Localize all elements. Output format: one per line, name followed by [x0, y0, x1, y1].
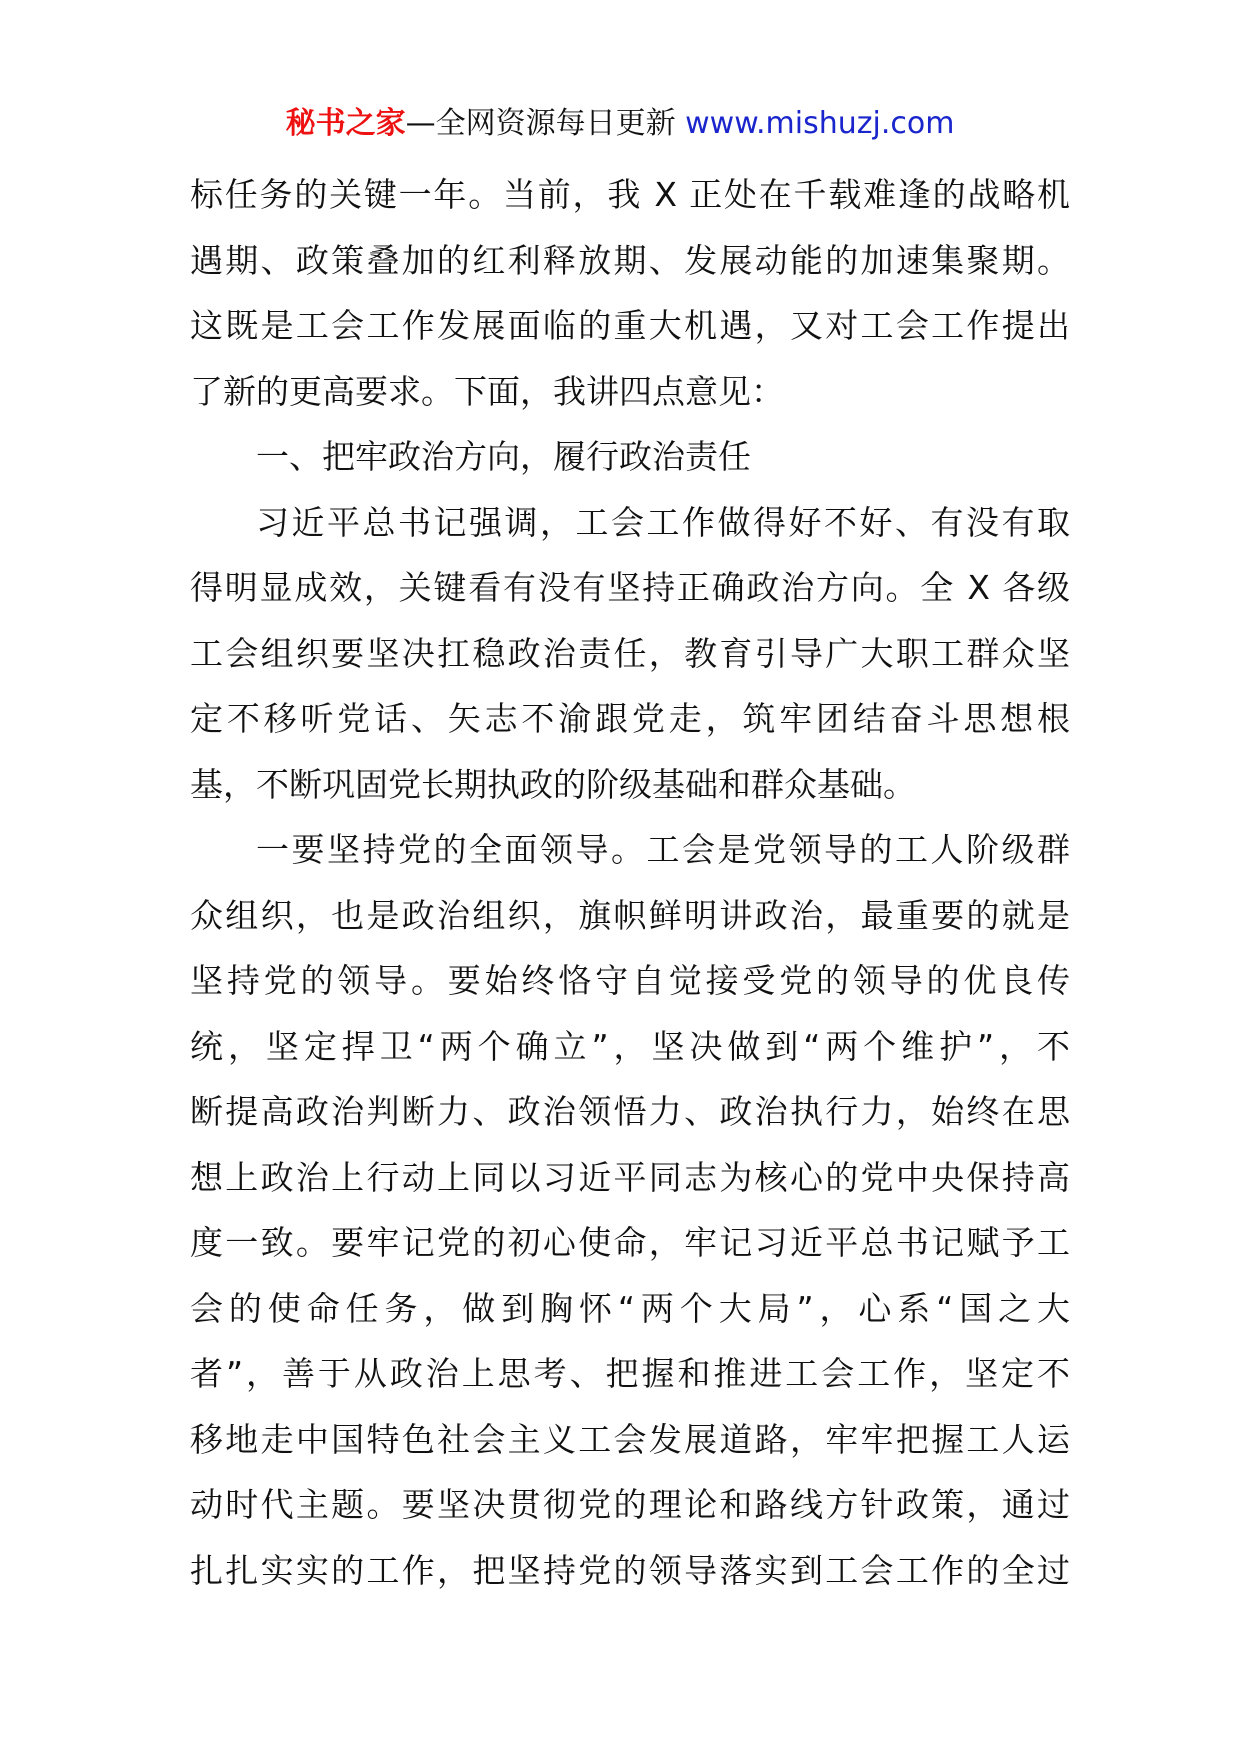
body-line: 扎扎实实的工作，把坚持党的领导落实到工会工作的全过	[190, 1550, 1070, 1590]
section-heading: 一、把牢政治方向，履行政治责任	[256, 437, 751, 476]
header-url[interactable]: www.mishuzj.com	[685, 106, 955, 141]
body-line: 基，不断巩固党长期执政的阶级基础和群众基础。	[190, 764, 916, 804]
body-line: 习近平总书记强调，工会工作做得好不好、有没有取	[256, 502, 1070, 542]
body-line: 遇期、政策叠加的红利释放期、发展动能的加速集聚期。	[190, 240, 1070, 280]
body-line: 度一致。要牢记党的初心使命，牢记习近平总书记赋予工	[190, 1223, 1070, 1262]
body-line: 坚持党的领导。要始终恪守自觉接受党的领导的优良传	[190, 961, 1070, 1000]
body-line: 这既是工会工作发展面临的重大机遇，又对工会工作提出	[190, 306, 1070, 345]
body-line: 得明显成效，关键看有没有坚持正确政治方向。全 X 各级	[190, 568, 1070, 607]
body-line: 了新的更高要求。下面，我讲四点意见：	[190, 371, 784, 411]
body-line: 标任务的关键一年。当前，我 X 正处在千载难逢的战略机	[190, 175, 1070, 214]
body-line: 想上政治上行动上同以习近平同志为核心的党中央保持高	[190, 1157, 1070, 1197]
header-brand: 秘书之家	[285, 106, 406, 141]
body-line: 移地走中国特色社会主义工会发展道路，牢牢把握工人运	[190, 1419, 1070, 1459]
document-body	[190, 162, 1070, 1603]
page-header	[0, 100, 1240, 148]
body-line: 定不移听党话、矢志不渝跟党走，筑牢团结奋斗思想根	[190, 699, 1070, 738]
body-line: 动时代主题。要坚决贯彻党的理论和路线方针政策，通过	[190, 1485, 1070, 1524]
body-line: 会的使命任务，做到胸怀“两个大局”，心系“国之大	[190, 1288, 1070, 1328]
body-line: 统，坚定捍卫“两个确立”，坚决做到“两个维护”，不	[190, 1026, 1070, 1066]
body-line: 断提高政治判断力、政治领悟力、政治执行力，始终在思	[190, 1092, 1070, 1131]
body-line: 者”，善于从政治上思考、把握和推进工会工作，坚定不	[190, 1354, 1070, 1393]
body-line: 工会组织要坚决扛稳政治责任，教育引导广大职工群众坚	[190, 633, 1070, 673]
body-line: 众组织，也是政治组织，旗帜鲜明讲政治，最重要的就是	[190, 895, 1070, 935]
body-line: 一要坚持党的全面领导。工会是党领导的工人阶级群	[256, 830, 1070, 869]
header-tagline: —全网资源每日更新	[405, 106, 676, 141]
